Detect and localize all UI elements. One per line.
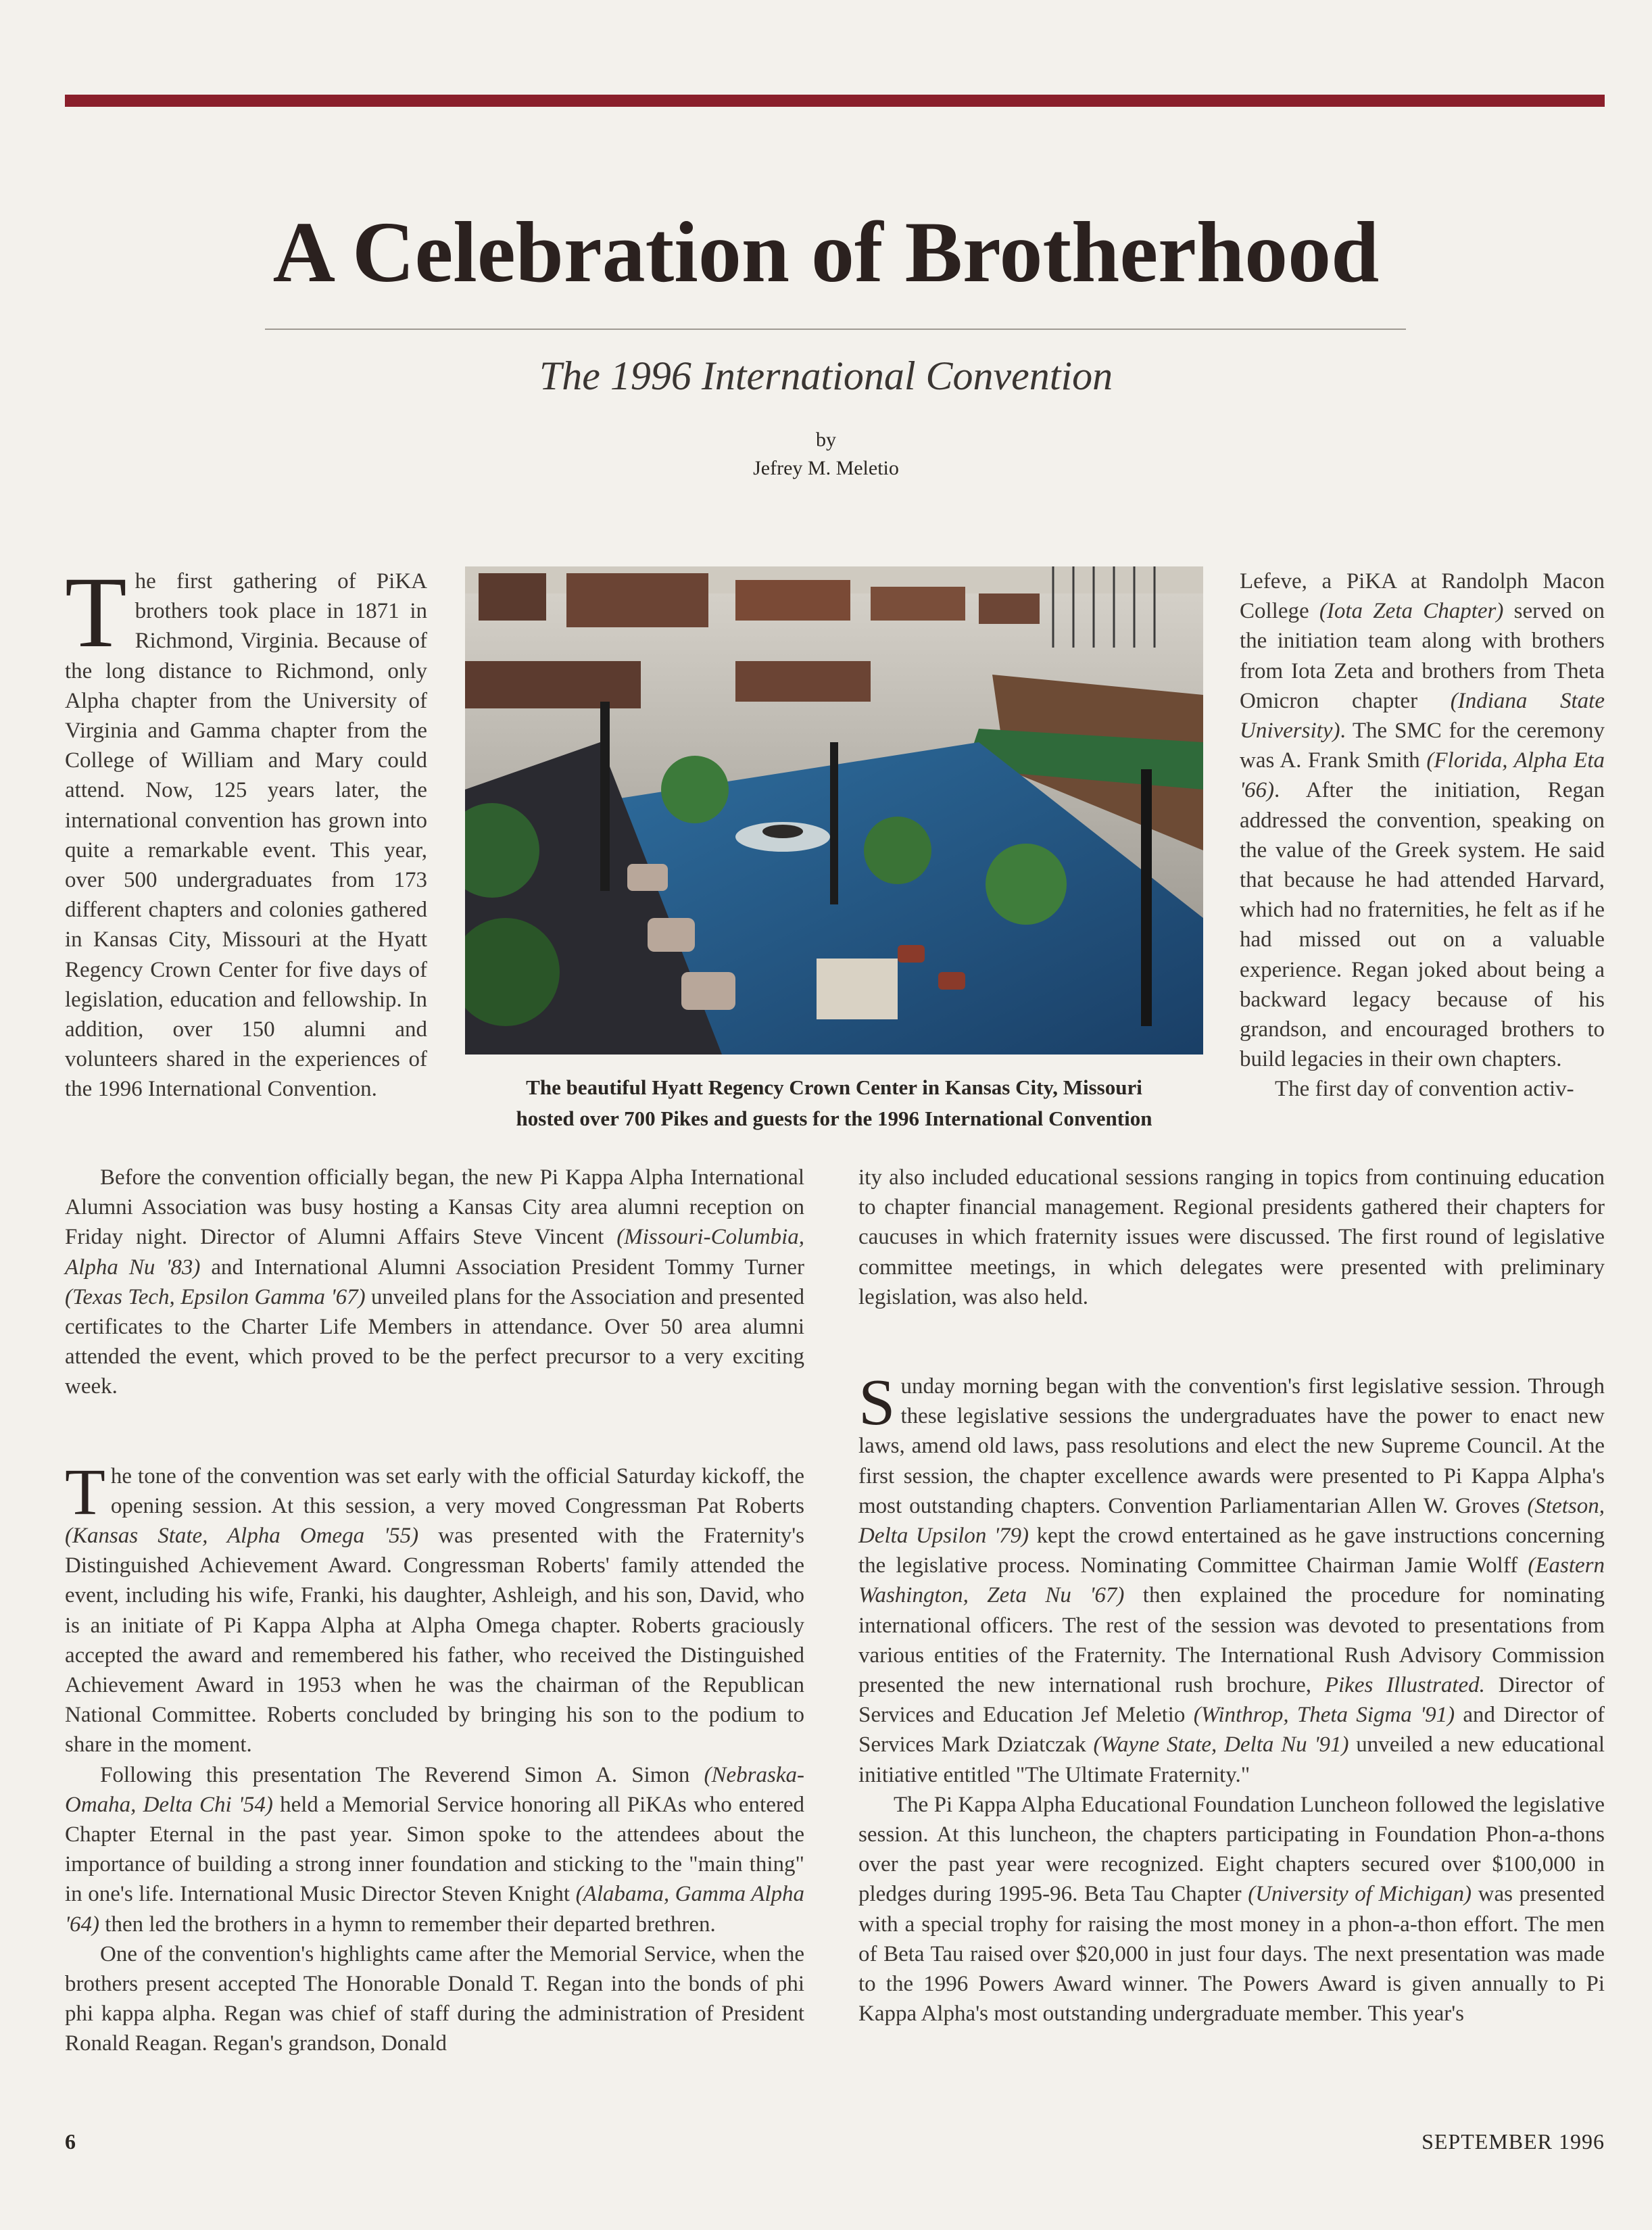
- chapter-ref: (Alabama, Gamma Alpha '64): [65, 1882, 804, 1937]
- byline-by: by: [816, 429, 836, 451]
- alumni-reception-paragraph: [65, 1163, 804, 1402]
- intro-paragraph: [65, 556, 427, 1105]
- drop-cap: T: [65, 556, 127, 669]
- issue-date: SEPTEMBER 1996: [1422, 2129, 1605, 2154]
- intro-text: he first gathering of PiKA brothers took place in 1871 in Richmond, Virginia. Because of the long distance to Richmond, only Alpha chapter from the University of Virginia and Gamma chapter from the College of William and Mary could attend. Now, 125 years later, the international convention has grown into quite a remarkable event. This year, over 500 undergraduates from 173 different chapters and colonies gathered in Kansas City, Missouri at the Hyatt Regency Crown Center for five days of legislation, education and fellowship. In addition, over 150 alumni and volunteers shared in the experiences of the 1996 International Convention.: [65, 569, 427, 1102]
- text-run: unveiled a new educational initiative entitled "The Ultimate Fraternity.": [858, 1732, 1605, 1787]
- section-gap: [858, 1312, 1605, 1372]
- regan-paragraph: One of the convention's highlights came after the Memorial Service, when the brothers present accepted The Honorable Donald T. Regan into the bonds of phi phi kappa alpha. Regan was chief of staff during the administration of President Ronald Reagan. Regan's grandson, Donald: [65, 1941, 804, 2056]
- text-run: Director of Services and Education Jef Meletio: [858, 1673, 1605, 1728]
- hotel-atrium-photo: [465, 566, 1203, 1055]
- chapter-ref: (Stetson, Delta Upsilon '79): [858, 1493, 1605, 1549]
- article-title: A Celebration of Brotherhood: [272, 204, 1380, 300]
- text-run: then led the brothers in a hymn to remember their departed brethren.: [99, 1912, 716, 1937]
- text-run: Following this presentation The Reverend Simon A. Simon: [100, 1762, 704, 1787]
- text-run: served on the initiation team along with brothers from Iota Zeta and brothers from Theta Omicron chapter: [1240, 599, 1605, 713]
- text-run: . After the initiation, Regan addressed the convention, speaking on the value of the Greek system. He said that because he had attended Harvard, which had no fraternities, he felt as if he had missed out on a valuable experience. Regan joked about being a backward legacy because of his grandson, and encouraged brothers to build legacies in their own chapters.: [1240, 778, 1605, 1072]
- column-left-top: [65, 556, 427, 1105]
- foundation-luncheon-paragraph: [858, 1790, 1605, 2029]
- text-run: unday morning began with the convention's first legislative session. Through these legislative sessions the undergraduates have the power to enact new laws, amend old laws, pass resolutions and elect the new Supreme Council. At the first session, the chapter excellence awards were presented to Pi Kappa Alpha's most outstanding chapters. Convention Parliamentarian Allen W. Groves: [858, 1374, 1605, 1518]
- text-run: he tone of the convention was set early with the official Saturday kickoff, the opening session. At this session, a very moved Congressman Pat Roberts: [110, 1463, 804, 1518]
- chapter-ref: (Iota Zeta Chapter): [1319, 599, 1504, 624]
- chapter-ref: (Kansas State, Alpha Omega '55): [65, 1524, 419, 1549]
- drop-cap: T: [65, 1455, 105, 1529]
- memorial-service-paragraph: [65, 1760, 804, 1939]
- text-run: The Pi Kappa Alpha Educational Foundation Luncheon followed the legislative session. At this luncheon, the chapters participating in Foundation Phon-a-thons over the past year were recognized. Eight chapters secured over $100,000 in pledges during 1995-96. Beta Tau Chapter: [858, 1792, 1605, 1907]
- chapter-ref: (University of Michigan): [1248, 1882, 1472, 1907]
- opening-session-paragraph: [65, 1455, 804, 1760]
- column-lower-right: [858, 1163, 1605, 2029]
- text-run: Before the convention officially began, the new Pi Kappa Alpha International Alumni Association was busy hosting a Kansas City area alumni reception on Friday night. Director of Alumni Affairs Steve Vincent: [65, 1165, 804, 1250]
- top-accent-bar: [65, 95, 1605, 107]
- first-day-start: The first day of convention activ-: [1275, 1077, 1574, 1102]
- atrium-illustration: [465, 566, 1203, 1055]
- text-run: and Director of Services Mark Dziatczak: [858, 1703, 1605, 1758]
- section-gap: [65, 1402, 804, 1461]
- educational-sessions-paragraph: ity also included educational sessions ranging in topics from continuing education to chapter financial management. Regional presidents gathered their chapters for caucuses in which fraternity issues were discussed. The first round of legislative committee meetings, in which delegates were presented with preliminary legislation, was also held.: [858, 1165, 1605, 1309]
- caption-line-2: hosted over 700 Pikes and guests for the 1996 International Convention: [516, 1107, 1152, 1130]
- chapter-ref: (Indiana State University): [1240, 688, 1605, 744]
- text-run: unveiled plans for the Association and presented certificates to the Charter Life Members in attendance. Over 50 area alumni attended the event, which proved to be the perfect precursor to a very exciting week.: [65, 1284, 804, 1399]
- column-lower-left: [65, 1163, 804, 2059]
- chapter-ref: (Florida, Alpha Eta '66): [1240, 748, 1605, 803]
- chapter-ref: (Texas Tech, Epsilon Gamma '67): [65, 1284, 366, 1309]
- byline: [0, 426, 1652, 483]
- text-run: Lefeve, a PiKA at Randolph Macon College: [1240, 569, 1605, 624]
- text-run: held a Memorial Service honoring all PiKAs who entered Chapter Eternal in the past year. Simon spoke to the attendees about the importance of building a strong inner foundation and sticking to the "main thing" in one's life. International Music Director Steven Knight: [65, 1792, 804, 1907]
- title-divider: [265, 329, 1406, 330]
- article-subtitle: The 1996 International Convention: [539, 354, 1113, 398]
- publication-title: Pikes Illustrated.: [1324, 1673, 1485, 1698]
- byline-author: Jefrey M. Meletio: [753, 457, 899, 479]
- chapter-ref: (Wayne State, Delta Nu '91): [1093, 1732, 1349, 1758]
- sunday-session-paragraph: [858, 1366, 1605, 1790]
- column-right-top: [1240, 566, 1605, 1105]
- chapter-ref: (Winthrop, Theta Sigma '91): [1193, 1703, 1455, 1728]
- text-run: and International Alumni Association President Tommy Turner: [200, 1255, 805, 1280]
- text-run: then explained the procedure for nominating international officers. The rest of the session was devoted to presentations from various entities of the Fraternity. The International Rush Advisory Commission presented the new international rush brochure,: [858, 1583, 1605, 1698]
- chapter-ref: (Nebraska-Omaha, Delta Chi '54): [65, 1762, 804, 1817]
- text-run: was presented with a special trophy for raising the most money in a phon-a-thon effort. The men of Beta Tau raised over $20,000 in just four days. The next presentation was made to the 1996 Powers Award winner. The Powers Award is given annually to Pi Kappa Alpha's most outstanding undergraduate member. This year's: [858, 1882, 1605, 2027]
- drop-cap: S: [858, 1366, 896, 1440]
- text-run: was presented with the Fraternity's Distinguished Achievement Award. Congressman Roberts' family attended the event, including his wife, Franki, his daughter, Ashleigh, and his son, David, who is an initiate of Pi Kappa Alpha at Alpha Omega chapter. Roberts graciously accepted the award and remembered his father, who received the Distinguished Achievement Award in 1953 when he was the chairman of the Republican National Committee. Roberts concluded by bringing his son to the podium to share in the moment.: [65, 1524, 804, 1758]
- text-run: . The SMC for the ceremony was A. Frank Smith: [1240, 719, 1605, 773]
- chapter-ref: (Missouri-Columbia, Alpha Nu '83): [65, 1225, 804, 1280]
- chapter-ref: (Eastern Washington, Zeta Nu '67): [858, 1553, 1605, 1608]
- text-run: kept the crowd entertained as he gave instructions concerning the legislative process. Nominating Committee Chairman Jamie Wolff: [858, 1524, 1605, 1578]
- photo-caption: [465, 1072, 1203, 1134]
- regan-initiation-paragraph: [1240, 566, 1605, 1074]
- caption-line-1: The beautiful Hyatt Regency Crown Center in Kansas City, Missouri: [526, 1075, 1142, 1099]
- page-number: 6: [65, 2129, 76, 2154]
